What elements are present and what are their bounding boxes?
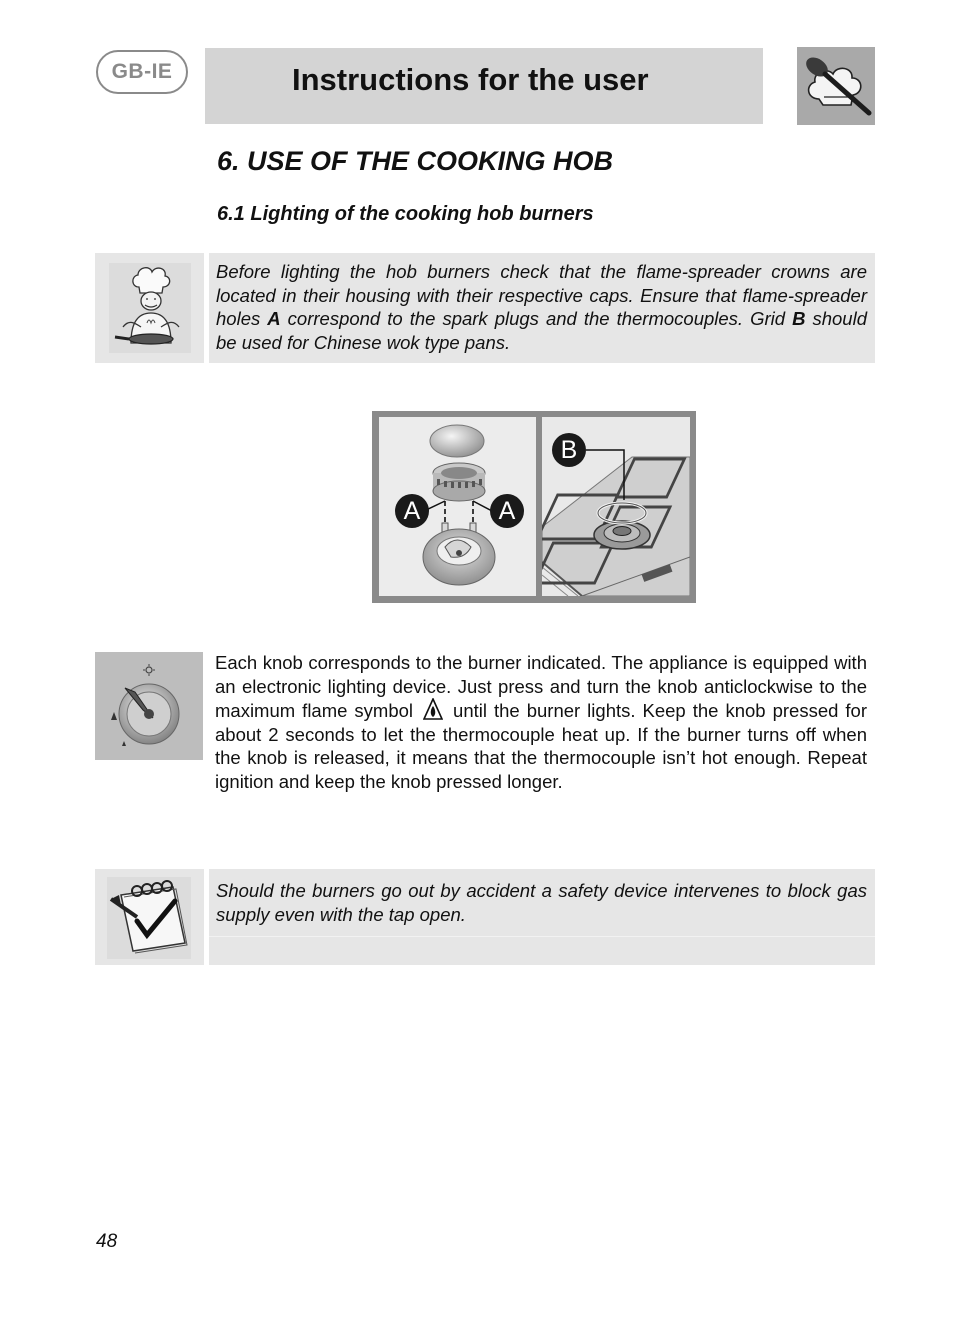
note-text-part: Before lighting the hob burners check that the flame-spreader crowns are located in their housing with their respective caps. Ensure that flame-spreader holes: [216, 261, 867, 329]
note-lighting-instructions: [216, 260, 867, 354]
control-knob-icon: [95, 652, 203, 760]
note-text-part: correspond to the spark plugs and the thermocouples. Grid: [280, 308, 793, 329]
note-text-part: should be used for Chinese wok type pans.: [216, 308, 867, 353]
knob-instructions: [215, 651, 867, 793]
safety-note-text: Should the burners go out by accident a safety device intervenes to block gas supply even with the tap open.: [216, 880, 867, 925]
label-b-reference: B: [792, 308, 806, 329]
label-a-reference: A: [267, 308, 281, 329]
wok-grid-on-hob: [542, 417, 690, 596]
chef-spoon-icon: [797, 47, 875, 125]
label-a-left: A: [395, 494, 429, 528]
max-flame-icon: [423, 698, 443, 720]
note-divider: [209, 936, 875, 937]
page-header-title: Instructions for the user: [292, 62, 649, 97]
language-badge: GB-IE: [96, 50, 188, 94]
notepad-check-icon: [107, 877, 191, 959]
section-title: 6. USE OF THE COOKING HOB: [217, 146, 614, 176]
label-b: B: [552, 433, 586, 467]
note-icon-cell: [95, 869, 204, 965]
chef-icon: [109, 263, 191, 353]
page-number: 48: [96, 1231, 118, 1252]
knob-text-part: until the burner lights. Keep the knob pressed for about 2 seconds to let the thermocouple heat up. If the burner turns off when the knob is released, it means that the thermocouple isn’t hot enough. Repeat ignition and keep the knob pressed longer.: [215, 700, 867, 792]
note-icon-cell: [95, 253, 204, 363]
subsection-title: 6.1 Lighting of the cooking hob burners: [217, 203, 594, 225]
burner-exploded-view: [379, 417, 536, 596]
label-a-right: A: [490, 494, 524, 528]
knob-text-part: Each knob corresponds to the burner indicated. The appliance is equipped with an electronic lighting device. Just press and turn the knob anticlockwise to the maximum flame symbol: [215, 652, 867, 721]
